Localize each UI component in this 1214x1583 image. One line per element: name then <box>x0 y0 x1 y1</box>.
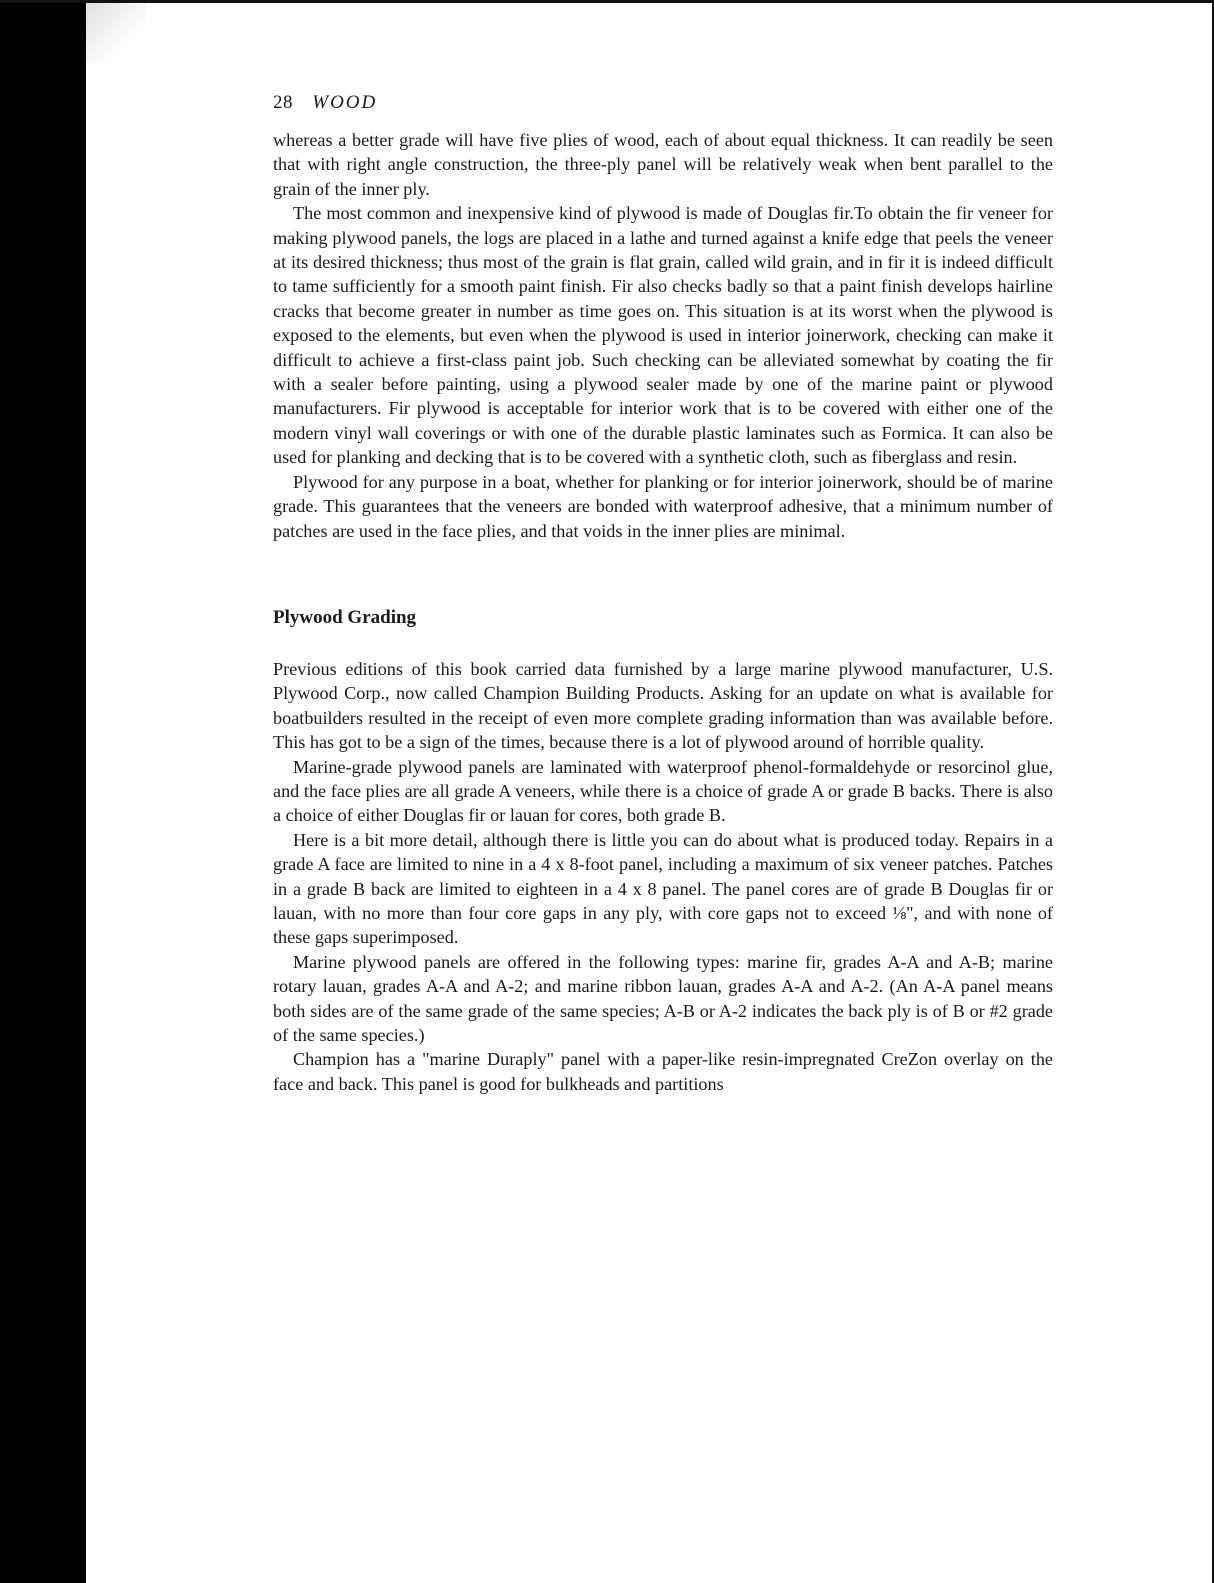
book-page <box>273 92 1053 1096</box>
section-1-text <box>273 128 1053 543</box>
paragraph: Here is a bit more detail, although there is little you can do about what is produced today. Repairs in a grade A face are limited to nine in a 4 x 8-foot panel, including a maximum of six veneer patches. Patches in a grade B back are limited to eighteen in a 4 x 8 panel. The panel cores are of grade B Douglas fir or lauan, with no more than four core gaps in any ply, with core gaps not to exceed ⅛", and with none of these gaps superimposed. <box>273 829 1053 948</box>
paragraph: Plywood for any purpose in a boat, whether for planking or for interior joinerwork, should be of marine grade. This guarantees that the veneers are bonded with waterproof adhesive, that a minimum number of patches are used in the face plies, and that voids in the inner plies are minimal. <box>273 471 1053 541</box>
section-heading: Plywood Grading <box>273 606 417 628</box>
page-number: 28 <box>273 92 293 113</box>
paragraph: Champion has a "marine Duraply" panel with a paper-like resin-impregnated CreZon overlay on the face and back. This panel is good for bulkheads and partitions <box>273 1049 1053 1094</box>
running-head <box>273 92 1053 118</box>
section-title: WOOD <box>312 92 378 113</box>
paragraph: Marine-grade plywood panels are laminated with waterproof phenol-formaldehyde or resorcinol glue, and the face plies are all grade A veneers, while there is a choice of grade A or grade B backs. There is also a choice of either Douglas fir or lauan for cores, both grade B. <box>273 756 1053 826</box>
paragraph: whereas a better grade will have five plies of wood, each of about equal thickness. It can readily be seen that with right angle construction, the three-ply panel will be relatively weak when bent parallel to the grain of the inner ply. <box>273 130 1053 199</box>
paragraph: Marine plywood panels are offered in the following types: marine fir, grades A-A and A-B; marine rotary lauan, grades A-A and A-2; and marine ribbon lauan, grades A-A and A-2. (An A-A panel means both sides are of the same grade of the same species; A-B or A-2 indicates the back ply is of B or #2 grade of the same species.) <box>273 951 1053 1045</box>
section-2-text <box>273 657 1053 1096</box>
paragraph: Previous editions of this book carried data furnished by a large marine plywood manufacturer, U.S. Plywood Corp., now called Champion Building Products. Asking for an update on what is available for boatbuilders resulted in the receipt of even more complete grading information than was available before. This has got to be a sign of the times, because there is a lot of plywood around of horrible quality. <box>273 658 1053 753</box>
paragraph: The most common and inexpensive kind of plywood is made of Douglas fir.To obtain the fir veneer for making plywood panels, the logs are placed in a lathe and turned against a knife edge that peels the veneer at its desired thickness; thus most of the grain is flat grain, called wild grain, and in fir it is indeed difficult to tame sufficiently for a smooth paint finish. Fir also checks badly so that a paint finish develops hairline cracks that become greater in number as time goes on. This situation is at its worst when the plywood is exposed to the elements, but even when the plywood is used in interior joinerwork, checking can make it difficult to achieve a first-class paint job. Such checking can be alleviated somewhat by coating the fir with a sealer before painting, using a plywood sealer made by one of the marine paint or plywood manufacturers. Fir plywood is acceptable for interior work that is to be covered with either one of the modern vinyl wall coverings or with one of the durable plastic laminates such as Formica. It can also be used for planking and decking that is to be covered with a synthetic cloth, such as fiberglass and resin. <box>273 203 1053 468</box>
